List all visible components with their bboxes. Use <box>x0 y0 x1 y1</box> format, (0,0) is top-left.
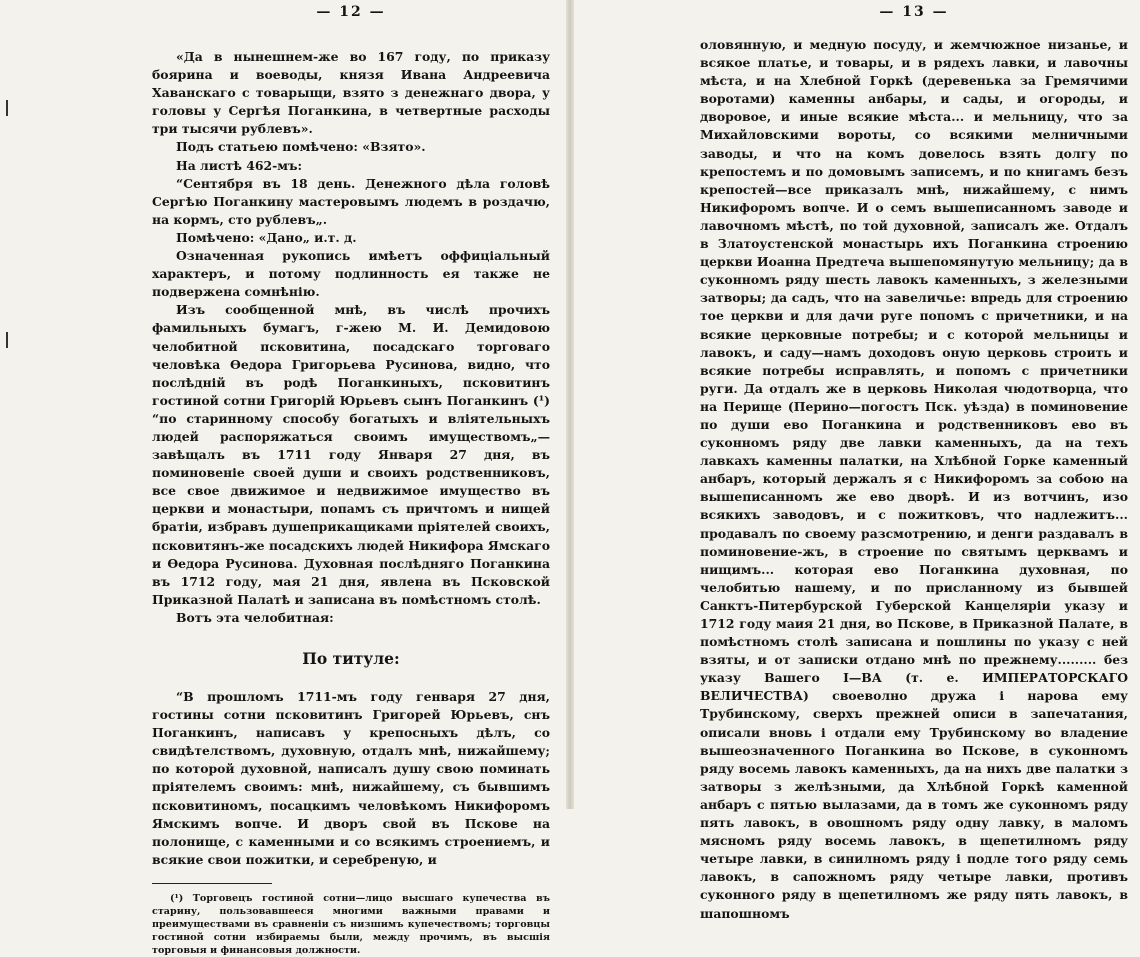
page-number: — 13 — <box>879 4 949 20</box>
page-number: — 12 — <box>316 4 386 20</box>
section-title: По титуле: <box>302 649 400 668</box>
right-page <box>570 0 1140 921</box>
paragraph: оловянную, и медную посуду, и жемчюжное низанье, и всякое платье, и товары, и в рядехъ лавки, и лавочны мѣста, и на Хлебной Горкѣ (деревенька за Гремячими воротами) каменны анбары, и сады, и огороды, и дворовое, и иные всякие мѣста... и мельницу, что за Михайловскими вороты, со всякими мелничными заводы, и что на комъ довелось взять долгу по крепостемъ и по домовымъ записемъ, и по книгамъ безъ крепостей—все приказалъ мнѣ, нижайшему, с нимъ Никифоромъ вопче. И о семъ вышеписанномъ заводе и лавочномъ мѣстѣ, по той духовной, записалъ же. Отдалъ в Златоустенской монастырь ихъ Поганкина строению церкви Иоанна Предтеча вышепомянутую мельницу; да в суконномъ ряду шесть лавокъ каменныхъ, з железными затворы; да садъ, что на завеличье: впредь для строению тое церкви и для дачи руге попомъ с причетники, и на всякие церковные потребы; и с которой мельницы и лавокъ, и саду—намъ доходовъ оную церковь строить и всякие потребы исправлять, и попомъ с причетники руги. Да отдалъ же в церковь Николая чюдотворца, что на Перище (Перино—погостъ Пск. уѣзда) в поминовение по души ево Поганкина и родственниковъ ево въ суконномъ ряду две лавки каменныхъ, да на техъ лавкахъ каменны палатки, на Хлѣбной Горке каменный анбаръ, который держалъ я с Никифоромъ за собою на вышеписанномъ же ево дворѣ. И из вотчинъ, изо всякихъ заводовъ, и с пожитковъ, что надлежитъ... продавалъ по своему разсмотрению, и денги раздавалъ в поминовение-жъ, в строение по святымъ церквамъ и нищимъ... которая ево Поганкина духовная, по челобитью нашему, и по присланному из бывшей Санктъ-Питербурской Губерской Канцеляріи указу и 1712 году маия 21 дня, во Пскове, в Приказной Палате, в помѣстномъ столѣ записана и пошлины по указу с ней взяты, и от записки отдано мнѣ по прежнему......... без указу Вашего I—ВА (т. е. ИМПЕРАТОРСКАГО ВЕЛИЧЕСТВА) своеволно дружа і нарова ему Трубинскому, сверхъ прежней описи в запечатания, описали вновь і отдали ему Трубинскому во владение вышеозначенного Поганкина во Пскове, в суконномъ ряду восемь лавокъ каменныхъ, да на нихъ две палатки з затворы з желѣзными, да Хлѣбной Горкѣ каменной анбаръ с пятью вылазами, да в томъ же суконномъ ряду пять лавокъ, в овошномъ ряду одну лавку, в маломъ мясномъ ряду восемь лавокъ, в щепетилномъ ряду четыре лавки, в синилномъ ряду і подле того ряду семь лавокъ, в сапожномъ ряду четыре лавки, противъ суконного ряду в щепетилномъ же ряду пять лавокъ, в шапошномъ <box>700 37 1128 921</box>
left-page <box>0 0 570 956</box>
paragraph: Помѣчено: «Дано„ и.т. д. <box>176 229 357 245</box>
footnote: (¹) Торговецъ гостиной сотни—лицо высшаго купечества въ старину, пользовавшееся многими важными правами и преимуществами въ сравненіи съ низшимъ купечествомъ; торговцы гостиной сотни избираемы были, между прочимъ, въ высшія торговыя и финансовыя должности. <box>152 892 550 956</box>
paragraph: На листѣ 462-мъ: <box>176 157 303 173</box>
paragraph: Вотъ эта челобитная: <box>176 609 334 625</box>
paragraph: “Сентября въ 18 день. Денежного дѣла головѣ Сергѣю Поганкину мастеровымъ людемъ в роздачю, на кормъ, сто рублевъ„. <box>152 175 550 227</box>
margin-mark <box>6 332 8 348</box>
petition-paragraph: “В прошломъ 1711-мъ году генваря 27 дня, гостины сотни псковитинъ Григорей Юрьевъ, снъ Поганкинъ, написавъ у крепосныхъ дѣлъ, со свидѣтелствомъ, духовную, отдалъ мнѣ, нижайшему; по которой духовной, написалъ душу свою поминать пріятелемъ своимъ: мнѣ, нижайшему, съ бывшимъ псковитиномъ, посацкимъ человѣкомъ Никифоромъ Ямскимъ вопче. И дворъ свой въ Пскове на полонище, с каменными и со всякимъ строениемъ, и всякие свои пожитки, и серебреную, и <box>152 689 550 867</box>
paragraph: Подъ статьею помѣчено: «Взято». <box>176 139 426 155</box>
margin-mark <box>6 100 8 116</box>
paragraph: «Да в нынешнем-же во 167 году, по приказу боярина и воеводы, князя Ивана Андреевича Хаванскаго с товарыщи, взято з денежнаго двора, у головы у Сергѣя Поганкина, в четвертные расходы три тысячи рублевъ». <box>152 49 550 137</box>
footnote-rule <box>152 883 272 884</box>
paragraph: Изъ сообщенной мнѣ, въ числѣ прочихъ фамильныхъ бумагъ, г-жею М. И. Демидовою челобитной псковитина, посадскаго торговаго человѣка Ѳедора Григорьева Русинова, видно, что послѣдній въ родѣ Поганкиныхъ, псковитинъ гостиной сотни Григорій Юрьевъ сынъ Поганкинъ (¹) “по старинному способу богатыхъ и вліятельныхъ людей распоряжаться своимъ имуществомъ„—завѣщалъ въ 1711 году Января 27 дня, въ поминовеніе своей души и своихъ родственниковъ, все свое движимое и недвижимое имущество въ церкви и монастыри, попамъ съ причтомъ и нищей братіи, избравъ душеприкащиками пріятелей своихъ, псковитянъ-же посадскихъ людей Никифора Ямскаго и Ѳедора Русинова. Духовная послѣдняго Поганкина въ 1712 году, мая 21 дня, явлена въ Псковской Приказной Палатѣ и записана въ помѣстномъ столѣ. <box>152 302 550 607</box>
paragraph: Означенная рукопись имѣетъ оффиціальный характеръ, и потому подлинность ея также не подвержена сомнѣнію. <box>152 248 550 300</box>
